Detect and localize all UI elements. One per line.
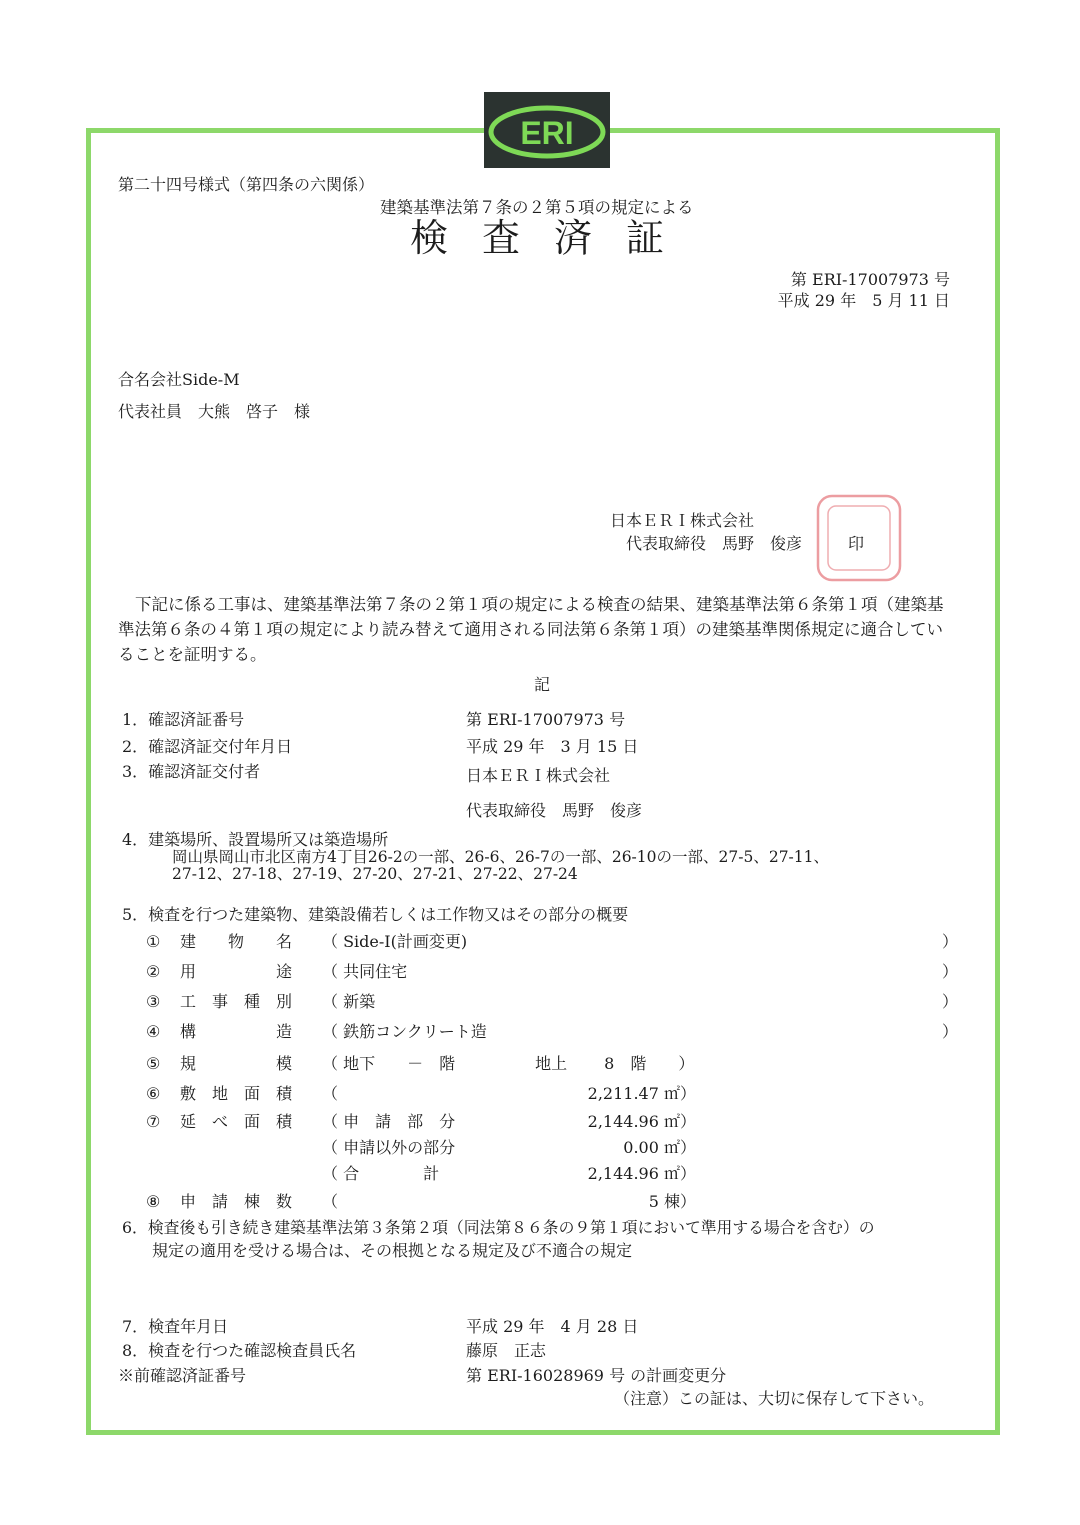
s7-c-value: 2,144.96 ㎡） xyxy=(587,1164,696,1183)
item4-location-line2: 27-12、27-18、27-19、27-20、27-21、27-22、27-24 xyxy=(172,865,578,883)
s2-close: ） xyxy=(942,962,959,981)
item6-line1: 6．検査後も引き続き建築基準法第３条第２項（同法第８６条の９第１項において準用する場合を含む）の xyxy=(122,1218,875,1237)
s4-close: ） xyxy=(942,1022,959,1041)
item3-value2: 代表取締役 馬野 俊彦 xyxy=(466,801,643,820)
s3-value: （ 新築 xyxy=(322,992,376,1011)
s3-close: ） xyxy=(942,992,959,1011)
s1-close: ） xyxy=(942,932,959,951)
s7-a-label: （ 申 請 部 分 xyxy=(322,1112,456,1131)
s4-value: （ 鉄筋コンクリート造 xyxy=(322,1022,487,1041)
item6-line2: 規定の適用を受ける場合は、その根拠となる規定及び不適合の規定 xyxy=(152,1241,633,1260)
document-number: 第 ERI-17007973 号 xyxy=(790,270,950,289)
item1-value: 第 ERI-17007973 号 xyxy=(466,710,626,729)
s7-b-value: 0.00 ㎡） xyxy=(623,1138,696,1157)
s7-b-label: （ 申請以外の部分 xyxy=(322,1138,456,1157)
seal-mark-text: 印 xyxy=(848,534,865,553)
ki-heading: 記 xyxy=(534,675,551,694)
item2-label: 2．確認済証交付年月日 xyxy=(122,737,293,756)
item7-value: 平成 29 年 4 月 28 日 xyxy=(466,1317,639,1336)
form-number: 第二十四号様式（第四条の六関係） xyxy=(118,175,375,194)
s8-label: 申 請 棟 数 xyxy=(180,1192,293,1211)
s1-label: 建 物 名 xyxy=(180,932,293,951)
item8-value: 藤原 正志 xyxy=(466,1341,547,1360)
item4-label: 4．建築場所、設置場所又は築造場所 xyxy=(122,830,389,849)
item3-value: 日本ＥＲＩ株式会社 xyxy=(466,766,611,785)
page-title: 検査済証 xyxy=(410,216,699,260)
s5-value: （ 地下 － 階 地上 8 階 ） xyxy=(322,1054,695,1073)
item3-label: 3．確認済証交付者 xyxy=(122,762,261,781)
s8-open: （ xyxy=(322,1192,339,1211)
item5-label: 5．検査を行つた建築物、建築設備若しくは工作物又はその部分の概要 xyxy=(122,905,629,924)
s4-number: ④ xyxy=(146,1022,161,1041)
eri-logo xyxy=(484,92,610,168)
body-paragraph: 下記に係る工事は、建築基準法第７条の２第１項の規定による検査の結果、建築基準法第６条第１項（建築基準法第６条の４第１項の規定により読み替えて適用される同法第６条第１項）の建築基準関係規定に適合していることを証明する。 xyxy=(118,595,944,664)
item4-location-line1: 岡山県岡山市北区南方4丁目26-2の一部、26-6、26-7の一部、26-10の一部、27-5、27-11、 xyxy=(172,848,830,866)
recipient-company: 合名会社Side-M xyxy=(118,370,240,389)
s1-number: ① xyxy=(146,932,161,951)
s7-number: ⑦ xyxy=(146,1112,161,1131)
s8-value: 5 棟） xyxy=(648,1192,696,1211)
s6-open: （ xyxy=(322,1084,339,1103)
subtitle: 建築基準法第７条の２第５項の規定による xyxy=(380,198,694,217)
item2-value: 平成 29 年 3 月 15 日 xyxy=(466,737,639,756)
s5-label: 規 模 xyxy=(180,1054,293,1073)
item7-label: 7．検査年月日 xyxy=(122,1317,229,1336)
prev-cert-value: 第 ERI-16028969 号 の計画変更分 xyxy=(466,1366,727,1385)
s6-label: 敷 地 面 積 xyxy=(180,1084,293,1103)
s5-number: ⑤ xyxy=(146,1054,161,1073)
s6-value: 2,211.47 ㎡） xyxy=(587,1084,696,1103)
logo-text: ERI xyxy=(520,115,574,151)
issue-date: 平成 29 年 5 月 11 日 xyxy=(777,291,950,310)
issuer-company: 日本ＥＲＩ株式会社 xyxy=(610,511,755,530)
s7-a-value: 2,144.96 ㎡） xyxy=(587,1112,696,1131)
prev-cert-label: ※前確認済証番号 xyxy=(118,1366,247,1385)
s8-number: ⑧ xyxy=(146,1192,161,1211)
s3-number: ③ xyxy=(146,992,161,1011)
caution-note: （注意）この証は、大切に保存して下さい。 xyxy=(613,1389,934,1408)
s2-label: 用 途 xyxy=(180,962,293,981)
item1-label: 1．確認済証番号 xyxy=(122,710,245,729)
s3-label: 工 事 種 別 xyxy=(180,992,293,1011)
issuer-person: 代表取締役 馬野 俊彦 xyxy=(626,534,803,553)
recipient-person: 代表社員 大熊 啓子 様 xyxy=(118,402,311,421)
item8-label: 8．検査を行つた確認検査員氏名 xyxy=(122,1341,357,1360)
s4-label: 構 造 xyxy=(180,1022,293,1041)
s7-label: 延 べ 面 積 xyxy=(180,1112,293,1131)
s2-value: （ 共同住宅 xyxy=(322,962,408,981)
company-seal xyxy=(798,490,908,590)
s6-number: ⑥ xyxy=(146,1084,161,1103)
s1-value: （ Side-I(計画変更) xyxy=(322,932,468,951)
s2-number: ② xyxy=(146,962,161,981)
s7-c-label: （ 合 計 xyxy=(322,1164,440,1183)
